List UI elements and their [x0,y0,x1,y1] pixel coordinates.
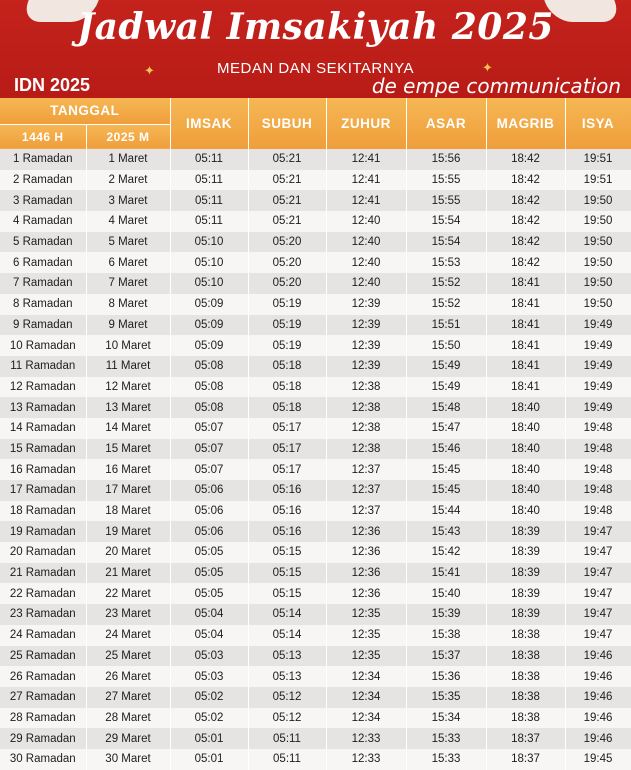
cell-magrib: 18:42 [486,170,565,191]
table-row [0,273,631,294]
cell-isya: 19:48 [565,501,631,522]
cell-imsak: 05:05 [170,542,248,563]
cell-asar: 15:46 [406,439,486,460]
cell-isya: 19:47 [565,542,631,563]
cell-magrib: 18:39 [486,563,565,584]
cell-hijri: 30 Ramadan [0,749,86,770]
header-banner [0,0,631,98]
table-row [0,294,631,315]
cell-hijri: 21 Ramadan [0,563,86,584]
cell-magrib: 18:41 [486,294,565,315]
cell-asar: 15:39 [406,604,486,625]
cell-magrib: 18:42 [486,190,565,211]
cell-magrib: 18:39 [486,521,565,542]
cell-isya: 19:50 [565,190,631,211]
cell-zuhur: 12:34 [326,687,406,708]
cell-masehi: 20 Maret [86,542,170,563]
cell-asar: 15:45 [406,459,486,480]
cell-masehi: 8 Maret [86,294,170,315]
cell-zuhur: 12:35 [326,604,406,625]
cell-asar: 15:41 [406,563,486,584]
cell-zuhur: 12:39 [326,294,406,315]
cell-masehi: 13 Maret [86,397,170,418]
cell-imsak: 05:06 [170,501,248,522]
cell-masehi: 15 Maret [86,439,170,460]
table-row [0,190,631,211]
cell-magrib: 18:38 [486,708,565,729]
table-row [0,149,631,170]
cell-imsak: 05:11 [170,170,248,191]
cell-asar: 15:48 [406,397,486,418]
cell-hijri: 23 Ramadan [0,604,86,625]
cell-asar: 15:36 [406,666,486,687]
cell-isya: 19:51 [565,149,631,170]
cell-hijri: 15 Ramadan [0,439,86,460]
cell-imsak: 05:02 [170,687,248,708]
table-row [0,480,631,501]
cell-zuhur: 12:36 [326,583,406,604]
table-header [0,98,631,149]
cell-asar: 15:34 [406,708,486,729]
cell-zuhur: 12:37 [326,459,406,480]
col-isya: ISYA [565,98,631,149]
cell-isya: 19:48 [565,418,631,439]
cell-subuh: 05:17 [248,418,326,439]
cell-imsak: 05:06 [170,521,248,542]
cell-isya: 19:49 [565,397,631,418]
cell-masehi: 24 Maret [86,625,170,646]
cell-magrib: 18:38 [486,625,565,646]
col-tanggal: TANGGAL [0,98,170,124]
cell-isya: 19:50 [565,232,631,253]
cell-subuh: 05:17 [248,439,326,460]
table-row [0,170,631,191]
page-subtitle: MEDAN DAN SEKITARNYA [217,60,414,77]
col-hijri: 1446 H [0,124,86,149]
cell-masehi: 2 Maret [86,170,170,191]
cell-hijri: 9 Ramadan [0,315,86,336]
cell-asar: 15:40 [406,583,486,604]
cell-subuh: 05:20 [248,232,326,253]
cell-subuh: 05:11 [248,749,326,770]
cell-zuhur: 12:37 [326,501,406,522]
cell-magrib: 18:38 [486,646,565,667]
cell-subuh: 05:16 [248,521,326,542]
table-body [0,149,631,770]
cell-isya: 19:46 [565,728,631,749]
cell-isya: 19:46 [565,646,631,667]
sparkle-icon: ✦ [144,63,155,78]
cell-isya: 19:48 [565,439,631,460]
cell-subuh: 05:21 [248,211,326,232]
cell-zuhur: 12:40 [326,252,406,273]
cell-isya: 19:48 [565,459,631,480]
cell-magrib: 18:40 [486,501,565,522]
cell-asar: 15:47 [406,418,486,439]
cell-subuh: 05:20 [248,252,326,273]
cell-subuh: 05:19 [248,315,326,336]
cell-imsak: 05:09 [170,335,248,356]
cell-zuhur: 12:41 [326,190,406,211]
cell-zuhur: 12:35 [326,646,406,667]
table-row [0,397,631,418]
cell-hijri: 16 Ramadan [0,459,86,480]
cell-zuhur: 12:39 [326,315,406,336]
cell-imsak: 05:08 [170,356,248,377]
table-row [0,377,631,398]
col-asar: ASAR [406,98,486,149]
cell-masehi: 19 Maret [86,521,170,542]
cell-asar: 15:54 [406,232,486,253]
table-row [0,708,631,729]
cell-zuhur: 12:41 [326,170,406,191]
cell-asar: 15:52 [406,273,486,294]
cell-masehi: 12 Maret [86,377,170,398]
cell-magrib: 18:40 [486,418,565,439]
table-row [0,646,631,667]
cell-imsak: 05:07 [170,459,248,480]
cell-zuhur: 12:36 [326,521,406,542]
cell-asar: 15:38 [406,625,486,646]
cell-zuhur: 12:38 [326,377,406,398]
cell-subuh: 05:16 [248,501,326,522]
cell-magrib: 18:42 [486,252,565,273]
cell-zuhur: 12:38 [326,418,406,439]
cell-isya: 19:46 [565,687,631,708]
cell-hijri: 3 Ramadan [0,190,86,211]
cell-masehi: 21 Maret [86,563,170,584]
cell-asar: 15:49 [406,377,486,398]
cell-isya: 19:47 [565,563,631,584]
cell-imsak: 05:05 [170,583,248,604]
cell-imsak: 05:03 [170,646,248,667]
cell-asar: 15:53 [406,252,486,273]
cell-asar: 15:52 [406,294,486,315]
table-row [0,252,631,273]
cell-subuh: 05:19 [248,294,326,315]
cell-subuh: 05:18 [248,397,326,418]
cell-isya: 19:50 [565,273,631,294]
table-row [0,459,631,480]
cell-imsak: 05:11 [170,190,248,211]
col-subuh: SUBUH [248,98,326,149]
table-row [0,687,631,708]
cell-hijri: 8 Ramadan [0,294,86,315]
cell-hijri: 19 Ramadan [0,521,86,542]
cell-hijri: 2 Ramadan [0,170,86,191]
cell-hijri: 20 Ramadan [0,542,86,563]
cell-subuh: 05:21 [248,190,326,211]
cell-magrib: 18:39 [486,542,565,563]
cell-imsak: 05:04 [170,604,248,625]
cell-subuh: 05:21 [248,149,326,170]
cell-masehi: 25 Maret [86,646,170,667]
cell-magrib: 18:39 [486,583,565,604]
cell-isya: 19:50 [565,252,631,273]
cell-asar: 15:44 [406,501,486,522]
cell-hijri: 29 Ramadan [0,728,86,749]
cell-imsak: 05:09 [170,315,248,336]
cell-magrib: 18:40 [486,397,565,418]
cell-hijri: 27 Ramadan [0,687,86,708]
cell-imsak: 05:07 [170,439,248,460]
cell-masehi: 27 Maret [86,687,170,708]
cell-magrib: 18:38 [486,666,565,687]
page-title: Jadwal Imsakiyah 2025 [77,6,554,48]
cell-imsak: 05:08 [170,377,248,398]
cell-zuhur: 12:40 [326,211,406,232]
cell-hijri: 11 Ramadan [0,356,86,377]
cell-zuhur: 12:33 [326,749,406,770]
cell-subuh: 05:15 [248,542,326,563]
cell-imsak: 05:09 [170,294,248,315]
cell-asar: 15:51 [406,315,486,336]
cell-isya: 19:47 [565,604,631,625]
table-row [0,315,631,336]
cell-hijri: 5 Ramadan [0,232,86,253]
cell-asar: 15:42 [406,542,486,563]
cell-asar: 15:56 [406,149,486,170]
cell-imsak: 05:05 [170,563,248,584]
cell-masehi: 10 Maret [86,335,170,356]
cell-masehi: 4 Maret [86,211,170,232]
cell-subuh: 05:18 [248,356,326,377]
cell-imsak: 05:04 [170,625,248,646]
table-row [0,356,631,377]
table-row [0,604,631,625]
cell-hijri: 7 Ramadan [0,273,86,294]
cell-hijri: 6 Ramadan [0,252,86,273]
cell-masehi: 29 Maret [86,728,170,749]
cell-zuhur: 12:41 [326,149,406,170]
table-row [0,418,631,439]
cell-isya: 19:49 [565,377,631,398]
cell-hijri: 25 Ramadan [0,646,86,667]
cell-asar: 15:55 [406,190,486,211]
cell-isya: 19:51 [565,170,631,191]
cell-zuhur: 12:34 [326,708,406,729]
cell-zuhur: 12:34 [326,666,406,687]
cell-masehi: 28 Maret [86,708,170,729]
cell-subuh: 05:12 [248,708,326,729]
cell-hijri: 26 Ramadan [0,666,86,687]
cell-subuh: 05:14 [248,625,326,646]
cell-imsak: 05:03 [170,666,248,687]
cell-isya: 19:45 [565,749,631,770]
cell-imsak: 05:07 [170,418,248,439]
cell-hijri: 1 Ramadan [0,149,86,170]
table-row [0,501,631,522]
cell-zuhur: 12:36 [326,542,406,563]
cell-magrib: 18:39 [486,604,565,625]
cell-hijri: 10 Ramadan [0,335,86,356]
cell-magrib: 18:38 [486,687,565,708]
cell-subuh: 05:19 [248,335,326,356]
cell-isya: 19:48 [565,480,631,501]
cell-isya: 19:49 [565,356,631,377]
cell-subuh: 05:13 [248,646,326,667]
table-row [0,335,631,356]
cell-subuh: 05:15 [248,583,326,604]
table-row [0,563,631,584]
cell-imsak: 05:10 [170,232,248,253]
cell-magrib: 18:41 [486,315,565,336]
cell-masehi: 5 Maret [86,232,170,253]
cell-isya: 19:49 [565,335,631,356]
cell-masehi: 7 Maret [86,273,170,294]
cell-subuh: 05:15 [248,563,326,584]
sparkle-icon: ✦ [482,60,493,75]
cell-isya: 19:50 [565,211,631,232]
cell-zuhur: 12:39 [326,356,406,377]
cell-asar: 15:33 [406,728,486,749]
cell-isya: 19:47 [565,583,631,604]
cell-zuhur: 12:40 [326,273,406,294]
cell-hijri: 4 Ramadan [0,211,86,232]
cell-imsak: 05:08 [170,397,248,418]
cell-magrib: 18:37 [486,749,565,770]
cell-imsak: 05:02 [170,708,248,729]
cell-magrib: 18:37 [486,728,565,749]
cell-magrib: 18:42 [486,232,565,253]
table-row [0,666,631,687]
table-row [0,439,631,460]
cell-masehi: 1 Maret [86,149,170,170]
cell-imsak: 05:01 [170,749,248,770]
table-row [0,542,631,563]
cell-magrib: 18:41 [486,356,565,377]
cell-zuhur: 12:39 [326,335,406,356]
cell-magrib: 18:40 [486,459,565,480]
cell-masehi: 9 Maret [86,315,170,336]
cell-hijri: 18 Ramadan [0,501,86,522]
cell-asar: 15:50 [406,335,486,356]
cell-masehi: 30 Maret [86,749,170,770]
table-row [0,211,631,232]
cell-subuh: 05:13 [248,666,326,687]
cell-masehi: 14 Maret [86,418,170,439]
brand-label: de empe communication [371,74,621,98]
cell-isya: 19:47 [565,625,631,646]
cell-imsak: 05:11 [170,211,248,232]
cell-isya: 19:46 [565,666,631,687]
cell-isya: 19:47 [565,521,631,542]
cell-hijri: 24 Ramadan [0,625,86,646]
table-row [0,728,631,749]
cell-hijri: 28 Ramadan [0,708,86,729]
schedule-table [0,98,631,770]
cell-imsak: 05:01 [170,728,248,749]
cell-isya: 19:50 [565,294,631,315]
cell-subuh: 05:14 [248,604,326,625]
cell-imsak: 05:10 [170,252,248,273]
cell-subuh: 05:17 [248,459,326,480]
table-row [0,232,631,253]
col-zuhur: ZUHUR [326,98,406,149]
cell-subuh: 05:20 [248,273,326,294]
cell-asar: 15:54 [406,211,486,232]
cell-asar: 15:43 [406,521,486,542]
cell-zuhur: 12:40 [326,232,406,253]
cell-hijri: 22 Ramadan [0,583,86,604]
cell-zuhur: 12:38 [326,439,406,460]
cell-magrib: 18:41 [486,335,565,356]
cell-subuh: 05:21 [248,170,326,191]
cell-masehi: 18 Maret [86,501,170,522]
table-row [0,625,631,646]
cell-subuh: 05:18 [248,377,326,398]
col-magrib: MAGRIB [486,98,565,149]
cell-isya: 19:46 [565,708,631,729]
cell-asar: 15:35 [406,687,486,708]
cell-masehi: 26 Maret [86,666,170,687]
cell-magrib: 18:42 [486,211,565,232]
table-row [0,521,631,542]
cell-masehi: 3 Maret [86,190,170,211]
cell-masehi: 6 Maret [86,252,170,273]
cell-masehi: 16 Maret [86,459,170,480]
table-row [0,583,631,604]
cell-masehi: 23 Maret [86,604,170,625]
cell-magrib: 18:41 [486,273,565,294]
cell-imsak: 05:10 [170,273,248,294]
cell-hijri: 13 Ramadan [0,397,86,418]
cell-isya: 19:49 [565,315,631,336]
cell-zuhur: 12:36 [326,563,406,584]
cell-masehi: 11 Maret [86,356,170,377]
cell-zuhur: 12:38 [326,397,406,418]
cell-subuh: 05:12 [248,687,326,708]
cell-asar: 15:37 [406,646,486,667]
cell-imsak: 05:11 [170,149,248,170]
tag-label: IDN 2025 [14,75,91,95]
cell-asar: 15:55 [406,170,486,191]
cell-zuhur: 12:37 [326,480,406,501]
cell-hijri: 17 Ramadan [0,480,86,501]
cell-magrib: 18:40 [486,439,565,460]
cell-masehi: 17 Maret [86,480,170,501]
cell-hijri: 12 Ramadan [0,377,86,398]
cell-subuh: 05:11 [248,728,326,749]
cell-magrib: 18:40 [486,480,565,501]
cell-zuhur: 12:33 [326,728,406,749]
table-row [0,749,631,770]
cell-zuhur: 12:35 [326,625,406,646]
cell-asar: 15:45 [406,480,486,501]
cell-hijri: 14 Ramadan [0,418,86,439]
cell-subuh: 05:16 [248,480,326,501]
cell-imsak: 05:06 [170,480,248,501]
cell-asar: 15:33 [406,749,486,770]
col-masehi: 2025 M [86,124,170,149]
cell-masehi: 22 Maret [86,583,170,604]
cell-magrib: 18:42 [486,149,565,170]
cell-asar: 15:49 [406,356,486,377]
cell-magrib: 18:41 [486,377,565,398]
col-imsak: IMSAK [170,98,248,149]
